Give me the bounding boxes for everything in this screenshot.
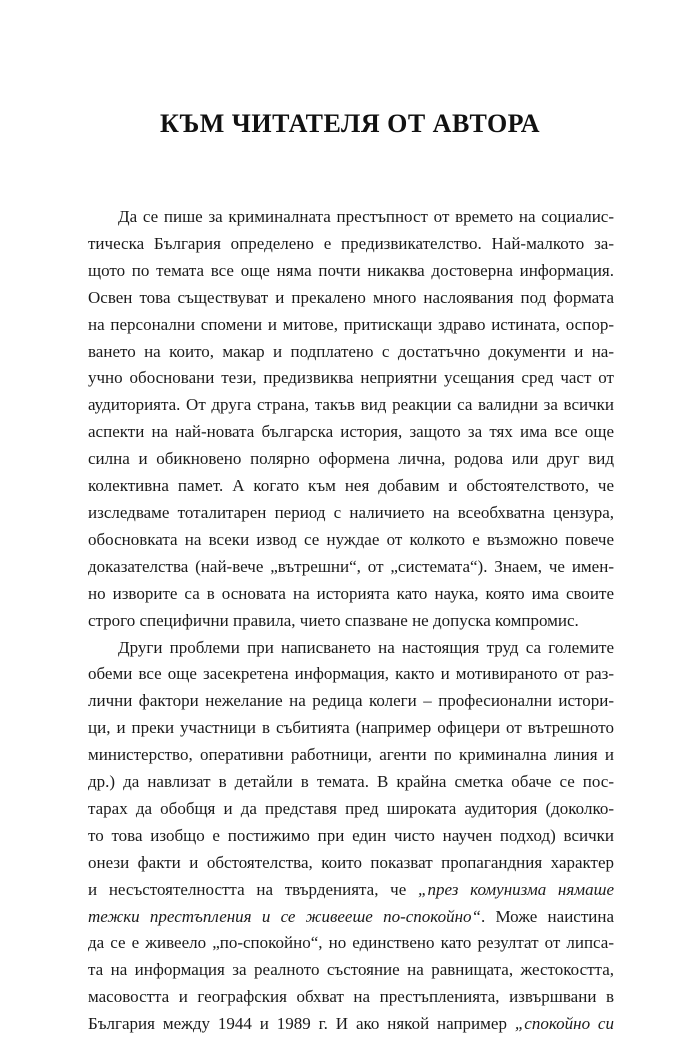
body-text — [88, 204, 614, 1038]
text-line: доказателства (най-вече „вътрешни“, от „системата“). Знаем, че имен- — [88, 556, 614, 576]
italic-quote: „през комунизма нямаше — [418, 879, 614, 899]
text-line: та на информация за реалното състояние на равнищата, жестокостта, — [88, 960, 614, 980]
text-line: силна и обикновено полярно оформена лична, родова или друг вид — [88, 449, 614, 469]
text-segment: и несъстоятелността на твърденията, че — [88, 879, 419, 899]
text-segment: . Може наистина — [480, 906, 615, 926]
text-line: на персонални спомени и митове, притискащи здраво истината, оспор- — [88, 314, 614, 334]
text-segment: България между 1944 и 1989 г. И ако някой например — [88, 1014, 515, 1034]
italic-quote: „спокойно си — [514, 1014, 614, 1034]
text-line: колективна памет. А когато към нея добавим и обстоятелството, че — [88, 476, 614, 496]
text-line: то това изобщо е постижимо при един чисто научен подход) всички — [88, 825, 614, 845]
text-line: обосновката на всеки извод се нуждае от колкото е възможно повече — [88, 529, 614, 549]
text-line: Освен това съществуват и прекалено много наслоявания под формата — [88, 287, 614, 307]
text-line: щото по темата все още няма почти никаква достоверна информация. — [88, 260, 614, 280]
text-line: аспекти на най-новата българска история, защото за тях има все още — [88, 422, 614, 442]
text-line: учно обосновани тези, предизвиква неприятни усещания сред част от — [88, 368, 614, 388]
text-line — [88, 1011, 614, 1038]
text-line — [88, 904, 614, 931]
text-line: Да се пише за криминалната престъпност от времето на социалис- — [118, 207, 614, 226]
text-line: аудиторията. От друга страна, такъв вид реакции са валидни за всички — [88, 395, 614, 415]
text-line: онези факти и обстоятелства, които показват пропагандния характер — [88, 852, 614, 872]
text-line: др.) да навлизат в детайли в темата. В крайна сметка обаче се пос- — [88, 772, 614, 792]
text-line: но изворите са в основата на историята като наука, която има своите — [88, 583, 614, 603]
text-line: Други проблеми при написването на настоящия труд са големите — [118, 637, 614, 657]
text-line: министерство, оперативни работници, агенти по криминална линия и — [88, 745, 614, 765]
text-line: да се е живеело „по-спокойно“, но единствено като резултат от липса- — [88, 933, 614, 953]
text-line: ването на които, макар и подплатено с достатъчно документи и на- — [88, 341, 614, 361]
text-line: строго специфични правила, чието спазване не допуска компромис. — [88, 610, 579, 630]
text-line: масовостта и географския обхват на престъпленията, извършвани в — [88, 987, 614, 1007]
text-line: обеми все още засекретена информация, както и мотивираното от раз- — [88, 664, 614, 684]
text-line: изследваме тоталитарен период с наличието на всеобхватна цензура, — [88, 502, 614, 522]
italic-quote: тежки престъпления и се живееше по-спокойно“ — [88, 906, 481, 926]
text-line — [88, 877, 614, 904]
text-line: ци, и преки участници в събитията (например офицери от вътрешното — [88, 718, 614, 738]
text-line: лични фактори нежелание на редица колеги – професионални истори- — [88, 691, 614, 711]
chapter-title: КЪМ ЧИТАТЕЛЯ ОТ АВТОРА — [159, 109, 540, 138]
text-line: тическа България определено е предизвикателство. Най-малкото за- — [88, 233, 614, 253]
text-line: тарах да обобщя и да представя пред широката аудитория (доколко- — [88, 798, 614, 818]
